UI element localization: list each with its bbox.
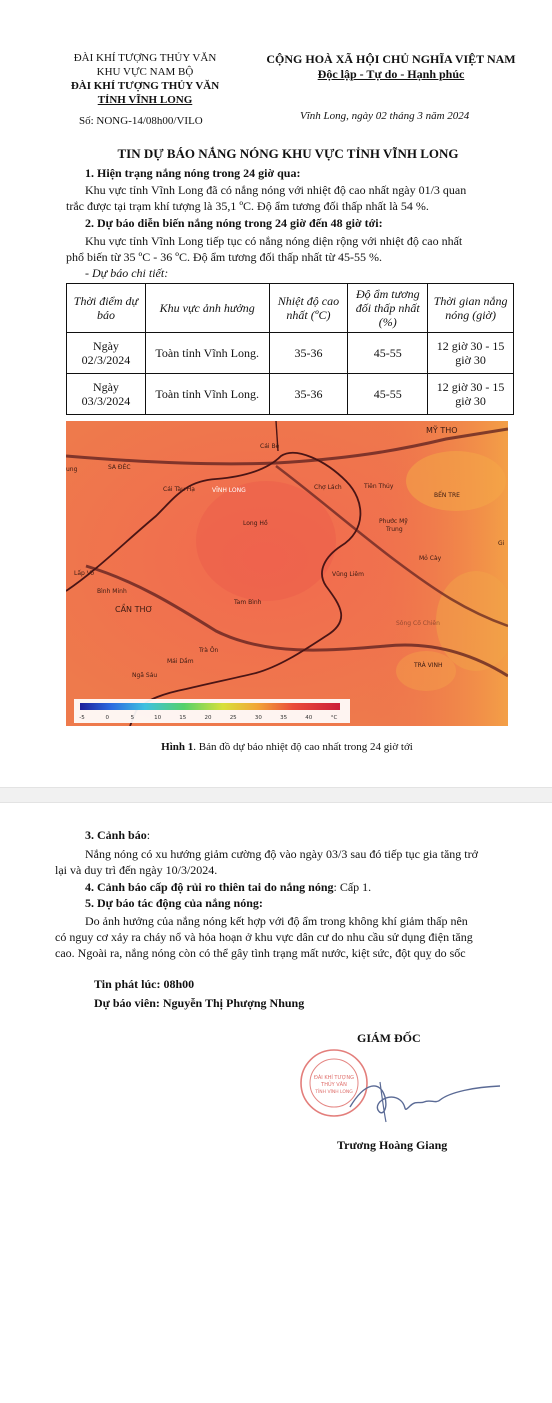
map-label-vinh-long: VĨNH LONG (212, 487, 246, 494)
map-label-vung-liem: Vũng Liêm (332, 571, 364, 578)
table-cell: 45-55 (348, 333, 428, 374)
map-label-cai-tau-ha: Cái Tàu Hạ (163, 486, 195, 493)
section4-value: : Cấp 1. (333, 880, 372, 894)
map-label-sa-dec: SA ĐÉC (108, 464, 131, 471)
map-label-binh-minh: Bình Minh (97, 588, 127, 595)
map-label-cai-be: Cái Bè (260, 443, 280, 450)
table-cell: 35-36 (269, 374, 348, 415)
legend-tick-label: °C (330, 715, 338, 721)
section5-line-1: Do ảnh hưởng của nắng nóng kết hợp với độ ẩm trong không khí giảm thấp nên (85, 914, 468, 928)
agency-line-3: ĐÀI KHÍ TƯỢNG THỦY VĂN (70, 80, 220, 92)
map-label-can-tho: CẦN THƠ (115, 605, 153, 614)
forecaster-name: Dự báo viên: Nguyễn Thị Phượng Nhung (94, 996, 305, 1010)
table-row (67, 374, 514, 415)
map-label-phuoc-my-trung: Phước Mỹ (379, 518, 408, 525)
director-title: GIÁM ĐỐC (357, 1031, 421, 1045)
legend-tick-label: -5 (79, 715, 85, 721)
section5-line-2: có nguy cơ xảy ra cháy nổ và hỏa hoạn ở khu vực dân cư do nhu cầu sử dụng điện tăng (55, 930, 473, 944)
table-cell: Toàn tỉnh Vĩnh Long. (145, 333, 269, 374)
legend-tick-label: 40 (305, 715, 313, 721)
table-cell: 12 giờ 30 - 15 giờ 30 (428, 333, 514, 374)
map-label-song-co-chien: Sông Cổ Chiên (396, 620, 440, 627)
map-label-nga-sau: Ngã Sáu (132, 672, 158, 679)
map-label-cho-lach: Chợ Lách (314, 484, 342, 491)
table-header-cell: Khu vực ảnh hưởng (145, 284, 269, 333)
section5-line-3: cao. Ngoài ra, nắng nóng còn có thể gây tình trạng mất nước, kiệt sức, đột quỵ do sốc (55, 946, 466, 960)
map-label-my-tho: MỸ THO (426, 426, 458, 435)
table-cell: 45-55 (348, 374, 428, 415)
svg-text:TỈNH VĨNH LONG: TỈNH VĨNH LONG (315, 1090, 353, 1095)
map-label-long-ho: Long Hồ (243, 520, 268, 527)
director-name: Trương Hoàng Giang (337, 1138, 448, 1152)
section5-heading: 5. Dự báo tác động của nắng nóng: (85, 896, 263, 910)
section1-line-1: Khu vực tỉnh Vĩnh Long đã có nắng nóng với nhiệt độ cao nhất ngày 01/3 quan (85, 183, 467, 197)
date-line: Vĩnh Long, ngày 02 tháng 3 năm 2024 (300, 110, 470, 122)
section4-line (85, 880, 371, 895)
doc-number: Số: NONG-14/08h00/VILO (79, 115, 203, 127)
table-header-cell: Độ ẩm tương đối thấp nhất (%) (348, 284, 428, 333)
map-label-tra-on: Trà Ôn (199, 647, 219, 654)
hot-patch (196, 481, 336, 601)
map-label-mo-cay: Mỏ Cày (419, 555, 442, 562)
table-header-row (67, 284, 514, 333)
detail-label: - Dự báo chi tiết: (85, 266, 169, 280)
section1-line-2: trắc được tại trạm khí tượng là 35,1 ºC. Độ ẩm tương đối thấp nhất là 54 %. (66, 199, 429, 213)
map-label-tien-thuy: Tiên Thủy (364, 483, 394, 490)
legend-tick-label: 5 (130, 715, 135, 721)
legend-tick-label: 30 (254, 715, 262, 721)
agency-line-4: TỈNH VĨNH LONG (97, 94, 193, 106)
nation-title: CỘNG HOÀ XÃ HỘI CHỦ NGHĨA VIỆT NAM (266, 52, 516, 66)
map-caption-text: . Bản đồ dự báo nhiệt độ cao nhất trong 24 giờ tới (193, 741, 413, 753)
section2-line-2: phổ biến từ 35 ºC - 36 ºC. Độ ẩm tương đối thấp nhất từ 45-55 %. (66, 250, 382, 264)
map-label-gi: Gi (498, 540, 505, 547)
section2-line-1: Khu vực tỉnh Vĩnh Long tiếp tục có nắng nóng diện rộng với nhiệt độ cao nhất (85, 234, 463, 248)
agency-line-1: ĐÀI KHÍ TƯỢNG THỦY VĂN (73, 52, 217, 64)
svg-text:ĐÀI KHÍ TƯỢNG: ĐÀI KHÍ TƯỢNG (314, 1075, 354, 1081)
table-cell: Ngày 03/3/2024 (67, 374, 146, 415)
map-caption-label: Hình 1 (161, 741, 194, 753)
forecast-table (66, 283, 514, 415)
legend-tick-label: 20 (204, 715, 212, 721)
map-label-tam-binh: Tam Bình (234, 599, 262, 606)
table-header-cell: Thời gian nắng nóng (giờ) (428, 284, 514, 333)
table-cell: 35-36 (269, 333, 348, 374)
svg-text:THỦY VĂN: THỦY VĂN (321, 1082, 347, 1088)
agency-line-2: KHU VỰC NAM BỘ (96, 66, 194, 78)
table-cell: Ngày 02/3/2024 (67, 333, 146, 374)
table-header-cell: Thời điểm dự báo (67, 284, 146, 333)
table-cell: 12 giờ 30 - 15 giờ 30 (428, 374, 514, 415)
section3-line-1: Nắng nóng có xu hướng giảm cường độ vào ngày 03/3 sau đó tiếp tục gia tăng trở (85, 847, 478, 861)
temperature-map (66, 421, 508, 726)
table-row (67, 333, 514, 374)
warm-patch (406, 451, 506, 511)
section3-heading-colon: : (146, 828, 151, 842)
map-caption (66, 741, 508, 753)
section4-heading: 4. Cảnh báo cấp độ rủi ro thiên tai do nắng nóng (85, 880, 334, 894)
legend-tick-label: 10 (154, 715, 162, 721)
legend-tick-label: 0 (105, 715, 109, 721)
issued-time: Tin phát lúc: 08h00 (94, 977, 195, 991)
director-signature (340, 1062, 510, 1132)
map-label-mai-dam: Mái Dầm (167, 658, 194, 665)
table-cell: Toàn tỉnh Vĩnh Long. (145, 374, 269, 415)
map-label-tra-vinh: TRÀ VINH (414, 662, 443, 669)
section1-heading: 1. Hiện trạng nắng nóng trong 24 giờ qua: (85, 166, 301, 180)
map-label-vung: ung (66, 466, 78, 473)
document-title: TIN DỰ BÁO NẮNG NÓNG KHU VỰC TỈNH VĨNH LONG (117, 146, 459, 161)
section3-heading (85, 828, 150, 843)
section3-heading-text: 3. Cảnh báo (85, 828, 147, 842)
page-separator (0, 787, 552, 803)
legend-tick-label: 25 (229, 715, 237, 721)
warm-patch (396, 651, 456, 691)
map-label-ben-tre: BẾN TRE (434, 492, 460, 499)
legend-color-bar (80, 703, 340, 710)
map-label-phuoc-my-trung-2: Trung (386, 526, 403, 533)
legend-tick-label: 35 (280, 715, 288, 721)
section2-heading: 2. Dự báo diễn biến nắng nóng trong 24 giờ đến 48 giờ tới: (85, 216, 383, 230)
legend-tick-label: 15 (179, 715, 187, 721)
table-header-cell: Nhiệt độ cao nhất (ºC) (269, 284, 348, 333)
national-motto: Độc lập - Tự do - Hạnh phúc (317, 67, 465, 81)
section3-line-2: lại và duy trì đến ngày 10/3/2024. (55, 863, 218, 877)
map-label-lap-vo: Lấp Vò (74, 570, 95, 577)
